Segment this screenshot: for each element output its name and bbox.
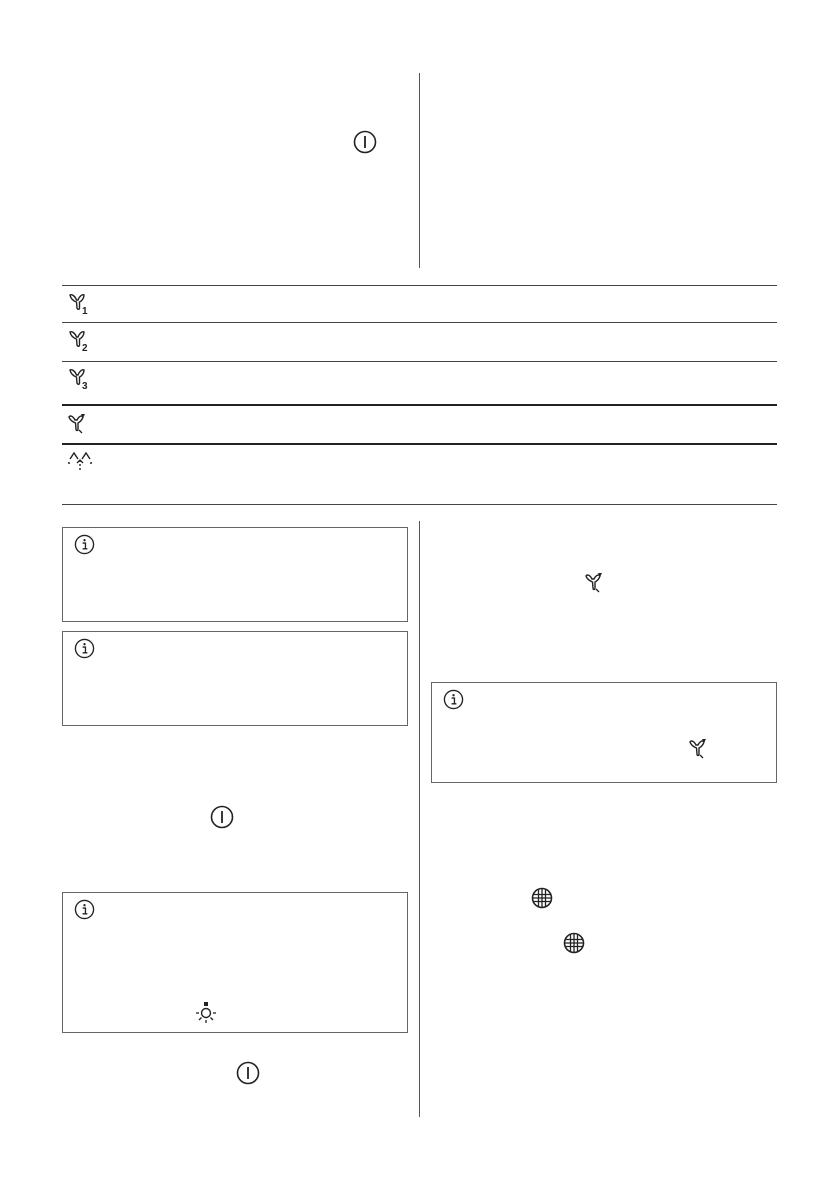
info-icon (74, 638, 95, 659)
bottom-column-divider (419, 521, 420, 1117)
fan-boost-icon (688, 737, 710, 759)
table-bottom-rule (62, 504, 777, 505)
power-icon (236, 1061, 260, 1085)
fan-boost-icon (584, 571, 606, 593)
power-icon (210, 805, 234, 829)
svg-text:2: 2 (82, 343, 88, 353)
info-icon (74, 534, 95, 555)
info-note-2 (62, 631, 408, 726)
table-top-rule (62, 285, 777, 286)
svg-text:1: 1 (82, 306, 88, 316)
fan-speed-3-icon (67, 367, 91, 391)
top-column-divider (419, 73, 420, 268)
svg-text:3: 3 (82, 381, 88, 391)
info-icon (443, 689, 464, 710)
fan-speed-1-icon (67, 292, 91, 316)
fan-boost-icon (67, 412, 89, 434)
info-note-4 (431, 682, 777, 783)
info-note-1 (62, 527, 408, 622)
fan-speed-2-icon (67, 329, 91, 353)
table-rule-1 (62, 322, 777, 323)
info-note-3 (62, 892, 408, 1033)
power-icon (353, 130, 377, 154)
table-rule-4 (62, 443, 777, 445)
filter-grid-icon (531, 887, 553, 909)
light-icon (194, 1001, 218, 1025)
table-rule-3 (62, 404, 777, 406)
info-icon (74, 899, 95, 920)
table-rule-2 (62, 361, 777, 362)
hob2hood-icon (67, 450, 93, 474)
filter-grid-icon (563, 932, 585, 954)
